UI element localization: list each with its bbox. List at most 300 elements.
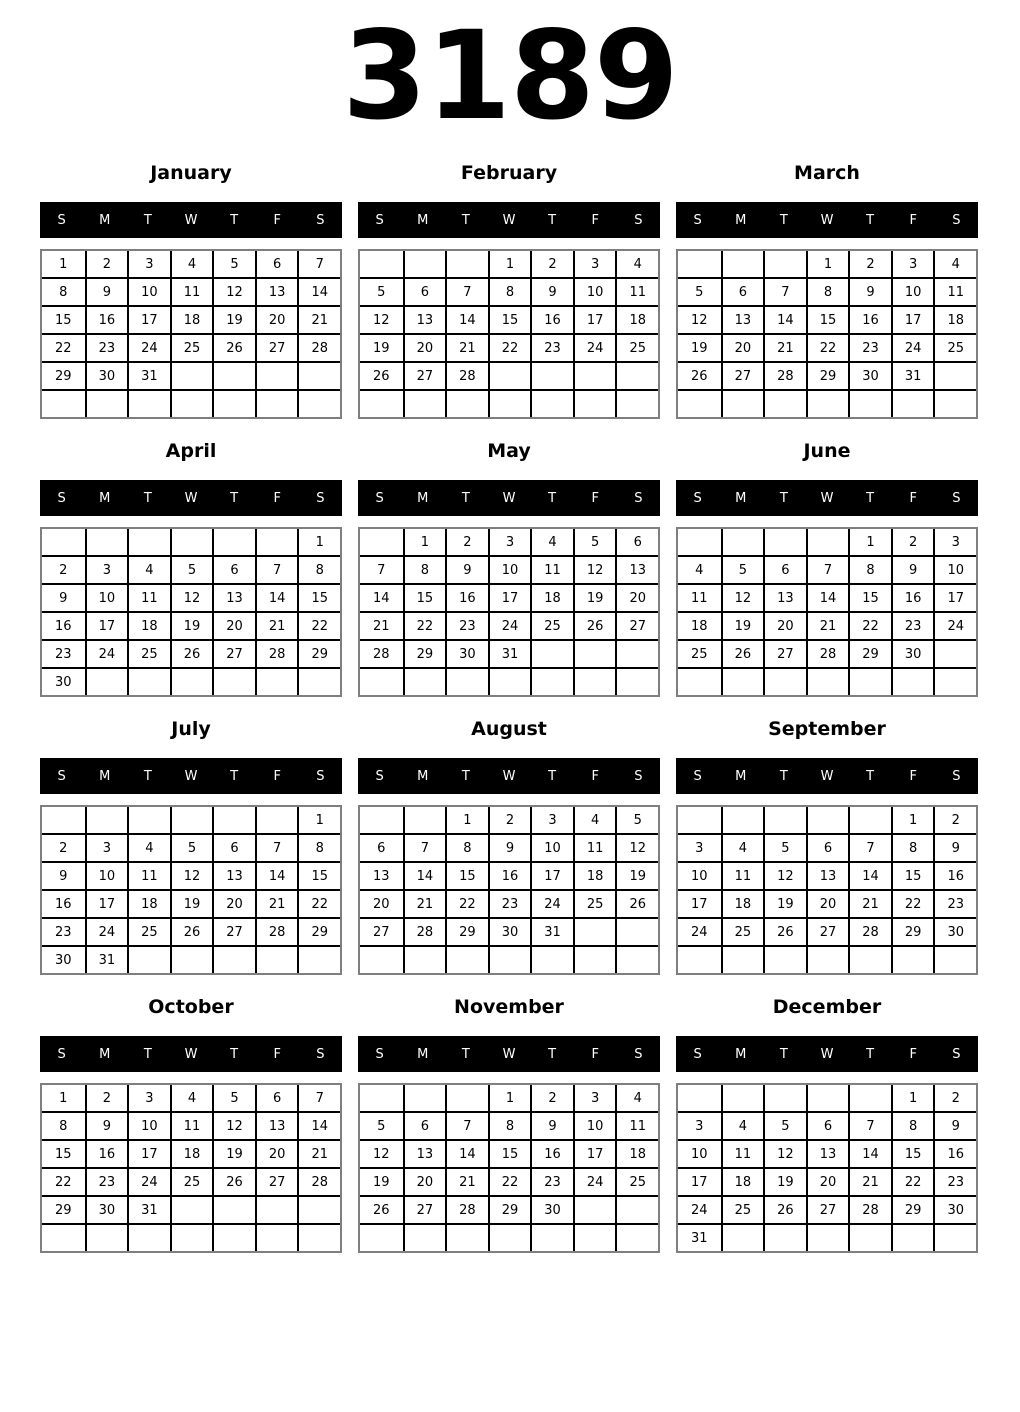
day-cell [848, 1085, 891, 1111]
weekday-header-cell: T [866, 768, 875, 784]
weekday-header-cell: S [634, 490, 643, 506]
day-cell [678, 1085, 721, 1111]
weekday-header-cell: S [375, 490, 384, 506]
day-cell: 13 [403, 1139, 446, 1167]
day-cell [255, 945, 298, 973]
day-cell [891, 667, 934, 695]
day-cell: 19 [170, 611, 213, 639]
day-cell: 18 [127, 611, 170, 639]
day-cell: 12 [360, 305, 403, 333]
day-cell [678, 251, 721, 277]
weekday-header-cell: M [99, 768, 111, 784]
day-cell [806, 1085, 849, 1111]
day-cell: 4 [170, 1085, 213, 1111]
day-cell: 7 [763, 277, 806, 305]
weekday-header-cell: W [184, 1046, 198, 1062]
weekday-header-cell: S [634, 1046, 643, 1062]
day-cell: 17 [891, 305, 934, 333]
day-cell: 11 [127, 861, 170, 889]
month-day-grid [40, 805, 342, 975]
day-cell: 18 [127, 889, 170, 917]
day-cell: 26 [615, 889, 658, 917]
day-cell [721, 251, 764, 277]
month-day-grid [676, 1083, 978, 1253]
day-cell: 29 [488, 1195, 531, 1223]
day-cell: 17 [127, 305, 170, 333]
day-cell: 12 [360, 1139, 403, 1167]
day-cell [488, 1223, 531, 1251]
day-cell: 1 [445, 807, 488, 833]
day-cell [615, 945, 658, 973]
day-cell: 5 [678, 277, 721, 305]
day-cell [763, 1223, 806, 1251]
day-cell: 23 [530, 333, 573, 361]
month-title: April [165, 440, 217, 462]
day-cell [573, 1195, 616, 1223]
day-cell [212, 1223, 255, 1251]
day-cell: 24 [933, 611, 976, 639]
day-cell: 14 [445, 1139, 488, 1167]
month-day-grid [40, 1083, 342, 1253]
weekday-header-cell: W [502, 490, 516, 506]
day-cell: 7 [297, 1085, 340, 1111]
day-cell: 25 [721, 1195, 764, 1223]
day-cell: 17 [933, 583, 976, 611]
weekday-header-cell: T [866, 490, 875, 506]
weekday-header-cell: T [143, 212, 152, 228]
day-cell: 5 [170, 833, 213, 861]
day-cell [933, 667, 976, 695]
day-cell: 26 [721, 639, 764, 667]
day-cell [212, 807, 255, 833]
weekday-header-cell: S [316, 212, 325, 228]
day-cell: 10 [85, 861, 128, 889]
day-cell [403, 945, 446, 973]
day-cell: 1 [297, 529, 340, 555]
day-cell: 20 [255, 305, 298, 333]
day-cell: 25 [615, 333, 658, 361]
day-cell: 21 [255, 611, 298, 639]
day-cell [403, 807, 446, 833]
month-calendar [676, 438, 978, 697]
day-cell: 22 [297, 889, 340, 917]
day-cell: 25 [127, 917, 170, 945]
day-cell: 6 [615, 529, 658, 555]
day-cell: 24 [530, 889, 573, 917]
day-cell: 22 [403, 611, 446, 639]
day-cell [721, 389, 764, 417]
day-cell: 10 [85, 583, 128, 611]
day-cell [573, 639, 616, 667]
day-cell [360, 1223, 403, 1251]
day-cell [530, 1223, 573, 1251]
day-cell: 1 [59, 256, 68, 272]
day-cell [170, 1223, 213, 1251]
month-title: August [471, 718, 547, 740]
day-cell: 8 [848, 555, 891, 583]
day-cell: 11 [933, 277, 976, 305]
day-cell: 23 [530, 1167, 573, 1195]
day-cell: 14 [297, 1111, 340, 1139]
day-cell: 19 [615, 861, 658, 889]
weekday-header-cell: M [417, 490, 429, 506]
weekday-header-cell: T [779, 490, 788, 506]
day-cell: 5 [763, 833, 806, 861]
day-cell: 30 [891, 639, 934, 667]
day-cell: 2 [933, 807, 976, 833]
day-cell [891, 945, 934, 973]
weekday-header-cell: M [99, 490, 111, 506]
day-cell: 8 [445, 833, 488, 861]
day-cell: 15 [445, 861, 488, 889]
day-cell: 31 [127, 361, 170, 389]
day-cell: 6 [806, 1111, 849, 1139]
day-cell [403, 1085, 446, 1111]
day-cell: 28 [297, 333, 340, 361]
day-cell: 30 [85, 361, 128, 389]
day-cell: 8 [297, 555, 340, 583]
day-cell: 3 [85, 555, 128, 583]
weekday-header-cell: T [461, 212, 470, 228]
day-cell: 3 [891, 251, 934, 277]
day-cell: 6 [721, 277, 764, 305]
day-cell [445, 667, 488, 695]
day-cell [848, 807, 891, 833]
day-cell: 9 [848, 277, 891, 305]
day-cell: 14 [403, 861, 446, 889]
month-calendar [40, 994, 342, 1253]
weekday-header-cell: S [693, 768, 702, 784]
day-cell [806, 1223, 849, 1251]
weekday-header-cell: T [230, 768, 239, 784]
day-cell [42, 529, 85, 555]
day-cell: 28 [297, 1167, 340, 1195]
day-cell [85, 1223, 128, 1251]
month-title: November [454, 996, 564, 1018]
weekday-header-cell: M [735, 212, 747, 228]
day-cell [360, 667, 403, 695]
day-cell: 25 [530, 611, 573, 639]
day-cell: 6 [255, 251, 298, 277]
weekday-header-row [358, 202, 660, 238]
month-calendar [676, 716, 978, 975]
day-cell [445, 1085, 488, 1111]
month-day-grid [676, 527, 978, 697]
day-cell: 1 [848, 529, 891, 555]
day-cell: 21 [848, 889, 891, 917]
day-cell: 3 [573, 251, 616, 277]
day-cell [573, 917, 616, 945]
day-cell [170, 1195, 213, 1223]
day-cell [806, 667, 849, 695]
day-cell: 9 [933, 1111, 976, 1139]
day-cell: 12 [573, 555, 616, 583]
day-cell: 22 [445, 889, 488, 917]
weekday-header-cell: M [99, 1046, 111, 1062]
day-cell: 11 [170, 1111, 213, 1139]
day-cell: 5 [615, 807, 658, 833]
day-cell: 24 [678, 1195, 721, 1223]
day-cell: 19 [721, 611, 764, 639]
day-cell: 2 [85, 1085, 128, 1111]
day-cell: 7 [255, 833, 298, 861]
weekday-header-row [358, 1036, 660, 1072]
day-cell: 26 [212, 333, 255, 361]
day-cell: 23 [85, 333, 128, 361]
weekday-header-row [40, 1036, 342, 1072]
day-cell [360, 807, 403, 833]
day-cell: 8 [403, 555, 446, 583]
day-cell: 4 [933, 251, 976, 277]
day-cell: 13 [806, 1139, 849, 1167]
day-cell: 10 [127, 277, 170, 305]
day-cell: 1 [297, 807, 340, 833]
month-day-grid [358, 805, 660, 975]
day-cell: 29 [42, 1195, 85, 1223]
weekday-header-row [676, 202, 978, 238]
day-cell: 15 [806, 305, 849, 333]
day-cell: 31 [488, 639, 531, 667]
day-cell [763, 807, 806, 833]
day-cell: 27 [763, 639, 806, 667]
day-cell [255, 807, 298, 833]
day-cell: 23 [42, 639, 85, 667]
day-cell: 25 [573, 889, 616, 917]
day-cell: 26 [170, 639, 213, 667]
day-cell: 21 [763, 333, 806, 361]
weekday-header-cell: T [548, 1046, 557, 1062]
weekday-header-cell: M [99, 212, 111, 228]
day-cell [763, 529, 806, 555]
day-cell: 17 [127, 1139, 170, 1167]
weekday-header-cell: F [909, 1046, 918, 1062]
day-cell: 23 [445, 611, 488, 639]
day-cell: 28 [806, 639, 849, 667]
day-cell: 4 [127, 555, 170, 583]
month-title: March [794, 162, 860, 184]
month-calendar [40, 160, 342, 419]
day-cell [530, 639, 573, 667]
day-cell: 1 [891, 807, 934, 833]
weekday-header-cell: S [316, 1046, 325, 1062]
day-cell [615, 361, 658, 389]
day-cell: 7 [360, 555, 403, 583]
day-cell: 12 [170, 861, 213, 889]
day-cell: 6 [255, 1085, 298, 1111]
day-cell: 19 [360, 1167, 403, 1195]
day-cell: 19 [360, 333, 403, 361]
day-cell: 12 [170, 583, 213, 611]
day-cell: 2 [42, 833, 85, 861]
day-cell [573, 389, 616, 417]
day-cell: 16 [42, 611, 85, 639]
day-cell: 5 [360, 1111, 403, 1139]
weekday-header-cell: W [820, 490, 834, 506]
day-cell: 26 [763, 1195, 806, 1223]
day-cell: 10 [678, 1139, 721, 1167]
day-cell: 15 [488, 1139, 531, 1167]
day-cell [488, 667, 531, 695]
day-cell: 28 [255, 917, 298, 945]
day-cell: 15 [488, 305, 531, 333]
weekday-header-cell: T [143, 768, 152, 784]
day-cell: 27 [255, 333, 298, 361]
weekday-header-cell: T [779, 768, 788, 784]
weekday-header-cell: W [184, 768, 198, 784]
day-cell: 20 [212, 889, 255, 917]
day-cell: 10 [573, 277, 616, 305]
weekday-header-cell: F [591, 212, 600, 228]
day-cell [721, 1085, 764, 1111]
day-cell [678, 529, 721, 555]
day-cell [573, 1223, 616, 1251]
day-cell: 5 [170, 555, 213, 583]
day-cell: 20 [403, 333, 446, 361]
day-cell: 16 [85, 1139, 128, 1167]
day-cell: 10 [933, 555, 976, 583]
weekday-header-cell: T [461, 768, 470, 784]
day-cell: 4 [573, 807, 616, 833]
day-cell: 11 [615, 277, 658, 305]
day-cell: 29 [891, 917, 934, 945]
day-cell: 2 [445, 529, 488, 555]
month-title: October [148, 996, 234, 1018]
day-cell: 7 [445, 277, 488, 305]
day-cell [297, 361, 340, 389]
weekday-header-row [676, 758, 978, 794]
day-cell: 8 [891, 1111, 934, 1139]
weekday-header-cell: S [693, 490, 702, 506]
day-cell: 11 [721, 861, 764, 889]
weekday-header-cell: S [375, 768, 384, 784]
day-cell: 19 [212, 305, 255, 333]
day-cell: 29 [445, 917, 488, 945]
day-cell: 24 [678, 917, 721, 945]
day-cell: 4 [721, 833, 764, 861]
day-cell: 15 [848, 583, 891, 611]
day-cell: 25 [127, 639, 170, 667]
day-cell: 18 [678, 611, 721, 639]
day-cell [297, 945, 340, 973]
day-cell: 8 [42, 277, 85, 305]
month-title: July [171, 718, 211, 740]
day-cell [403, 389, 446, 417]
weekday-header-cell: S [693, 212, 702, 228]
day-cell: 31 [530, 917, 573, 945]
day-cell: 29 [297, 917, 340, 945]
day-cell: 15 [297, 861, 340, 889]
weekday-header-cell: S [952, 768, 961, 784]
day-cell [721, 807, 764, 833]
weekday-header-cell: T [143, 490, 152, 506]
weekday-header-cell: F [591, 490, 600, 506]
day-cell: 7 [255, 555, 298, 583]
weekday-header-cell: T [461, 490, 470, 506]
day-cell [678, 807, 721, 833]
weekday-header-cell: T [230, 212, 239, 228]
day-cell: 16 [933, 1139, 976, 1167]
day-cell [615, 389, 658, 417]
month-calendar [358, 716, 660, 975]
day-cell [255, 389, 298, 417]
weekday-header-cell: M [735, 1046, 747, 1062]
weekday-header-cell: M [735, 490, 747, 506]
day-cell: 17 [85, 611, 128, 639]
day-cell: 8 [806, 277, 849, 305]
day-cell [848, 945, 891, 973]
weekday-header-cell: F [591, 768, 600, 784]
day-cell: 30 [42, 945, 85, 973]
day-cell: 22 [488, 333, 531, 361]
day-cell: 25 [933, 333, 976, 361]
weekday-header-cell: S [952, 490, 961, 506]
day-cell: 25 [678, 639, 721, 667]
day-cell: 16 [488, 861, 531, 889]
day-cell: 7 [848, 1111, 891, 1139]
day-cell: 10 [891, 277, 934, 305]
day-cell [85, 667, 128, 695]
weekday-header-cell: W [820, 212, 834, 228]
day-cell: 26 [360, 1195, 403, 1223]
day-cell: 9 [42, 583, 85, 611]
weekday-header-cell: S [952, 212, 961, 228]
weekday-header-cell: S [316, 768, 325, 784]
day-cell: 3 [127, 1085, 170, 1111]
day-cell: 13 [806, 861, 849, 889]
day-cell: 21 [445, 1167, 488, 1195]
day-cell: 24 [573, 1167, 616, 1195]
day-cell: 17 [573, 1139, 616, 1167]
day-cell: 24 [573, 333, 616, 361]
day-cell: 19 [170, 889, 213, 917]
day-cell [212, 361, 255, 389]
day-cell: 31 [678, 1223, 721, 1251]
weekday-header-cell: F [909, 212, 918, 228]
day-cell: 9 [530, 1111, 573, 1139]
day-cell: 2 [933, 1085, 976, 1111]
month-day-grid [358, 249, 660, 419]
day-cell [360, 945, 403, 973]
day-cell: 6 [212, 555, 255, 583]
day-cell [127, 1223, 170, 1251]
month-calendar [358, 160, 660, 419]
weekday-header-cell: S [375, 1046, 384, 1062]
day-cell: 10 [573, 1111, 616, 1139]
day-cell: 26 [360, 361, 403, 389]
day-cell: 15 [297, 583, 340, 611]
day-cell: 8 [488, 277, 531, 305]
day-cell: 3 [678, 833, 721, 861]
day-cell [806, 389, 849, 417]
weekday-header-cell: S [693, 1046, 702, 1062]
day-cell: 1 [488, 1085, 531, 1111]
weekday-header-cell: T [779, 212, 788, 228]
weekday-header-cell: M [417, 768, 429, 784]
day-cell [678, 945, 721, 973]
day-cell [848, 667, 891, 695]
day-cell [615, 639, 658, 667]
day-cell: 7 [297, 251, 340, 277]
day-cell: 1 [59, 1090, 68, 1106]
weekday-header-cell: S [57, 768, 66, 784]
day-cell: 3 [573, 1085, 616, 1111]
day-cell: 31 [127, 1195, 170, 1223]
weekday-header-row [358, 480, 660, 516]
day-cell: 21 [403, 889, 446, 917]
day-cell: 5 [212, 251, 255, 277]
weekday-header-cell: M [735, 768, 747, 784]
day-cell: 27 [615, 611, 658, 639]
